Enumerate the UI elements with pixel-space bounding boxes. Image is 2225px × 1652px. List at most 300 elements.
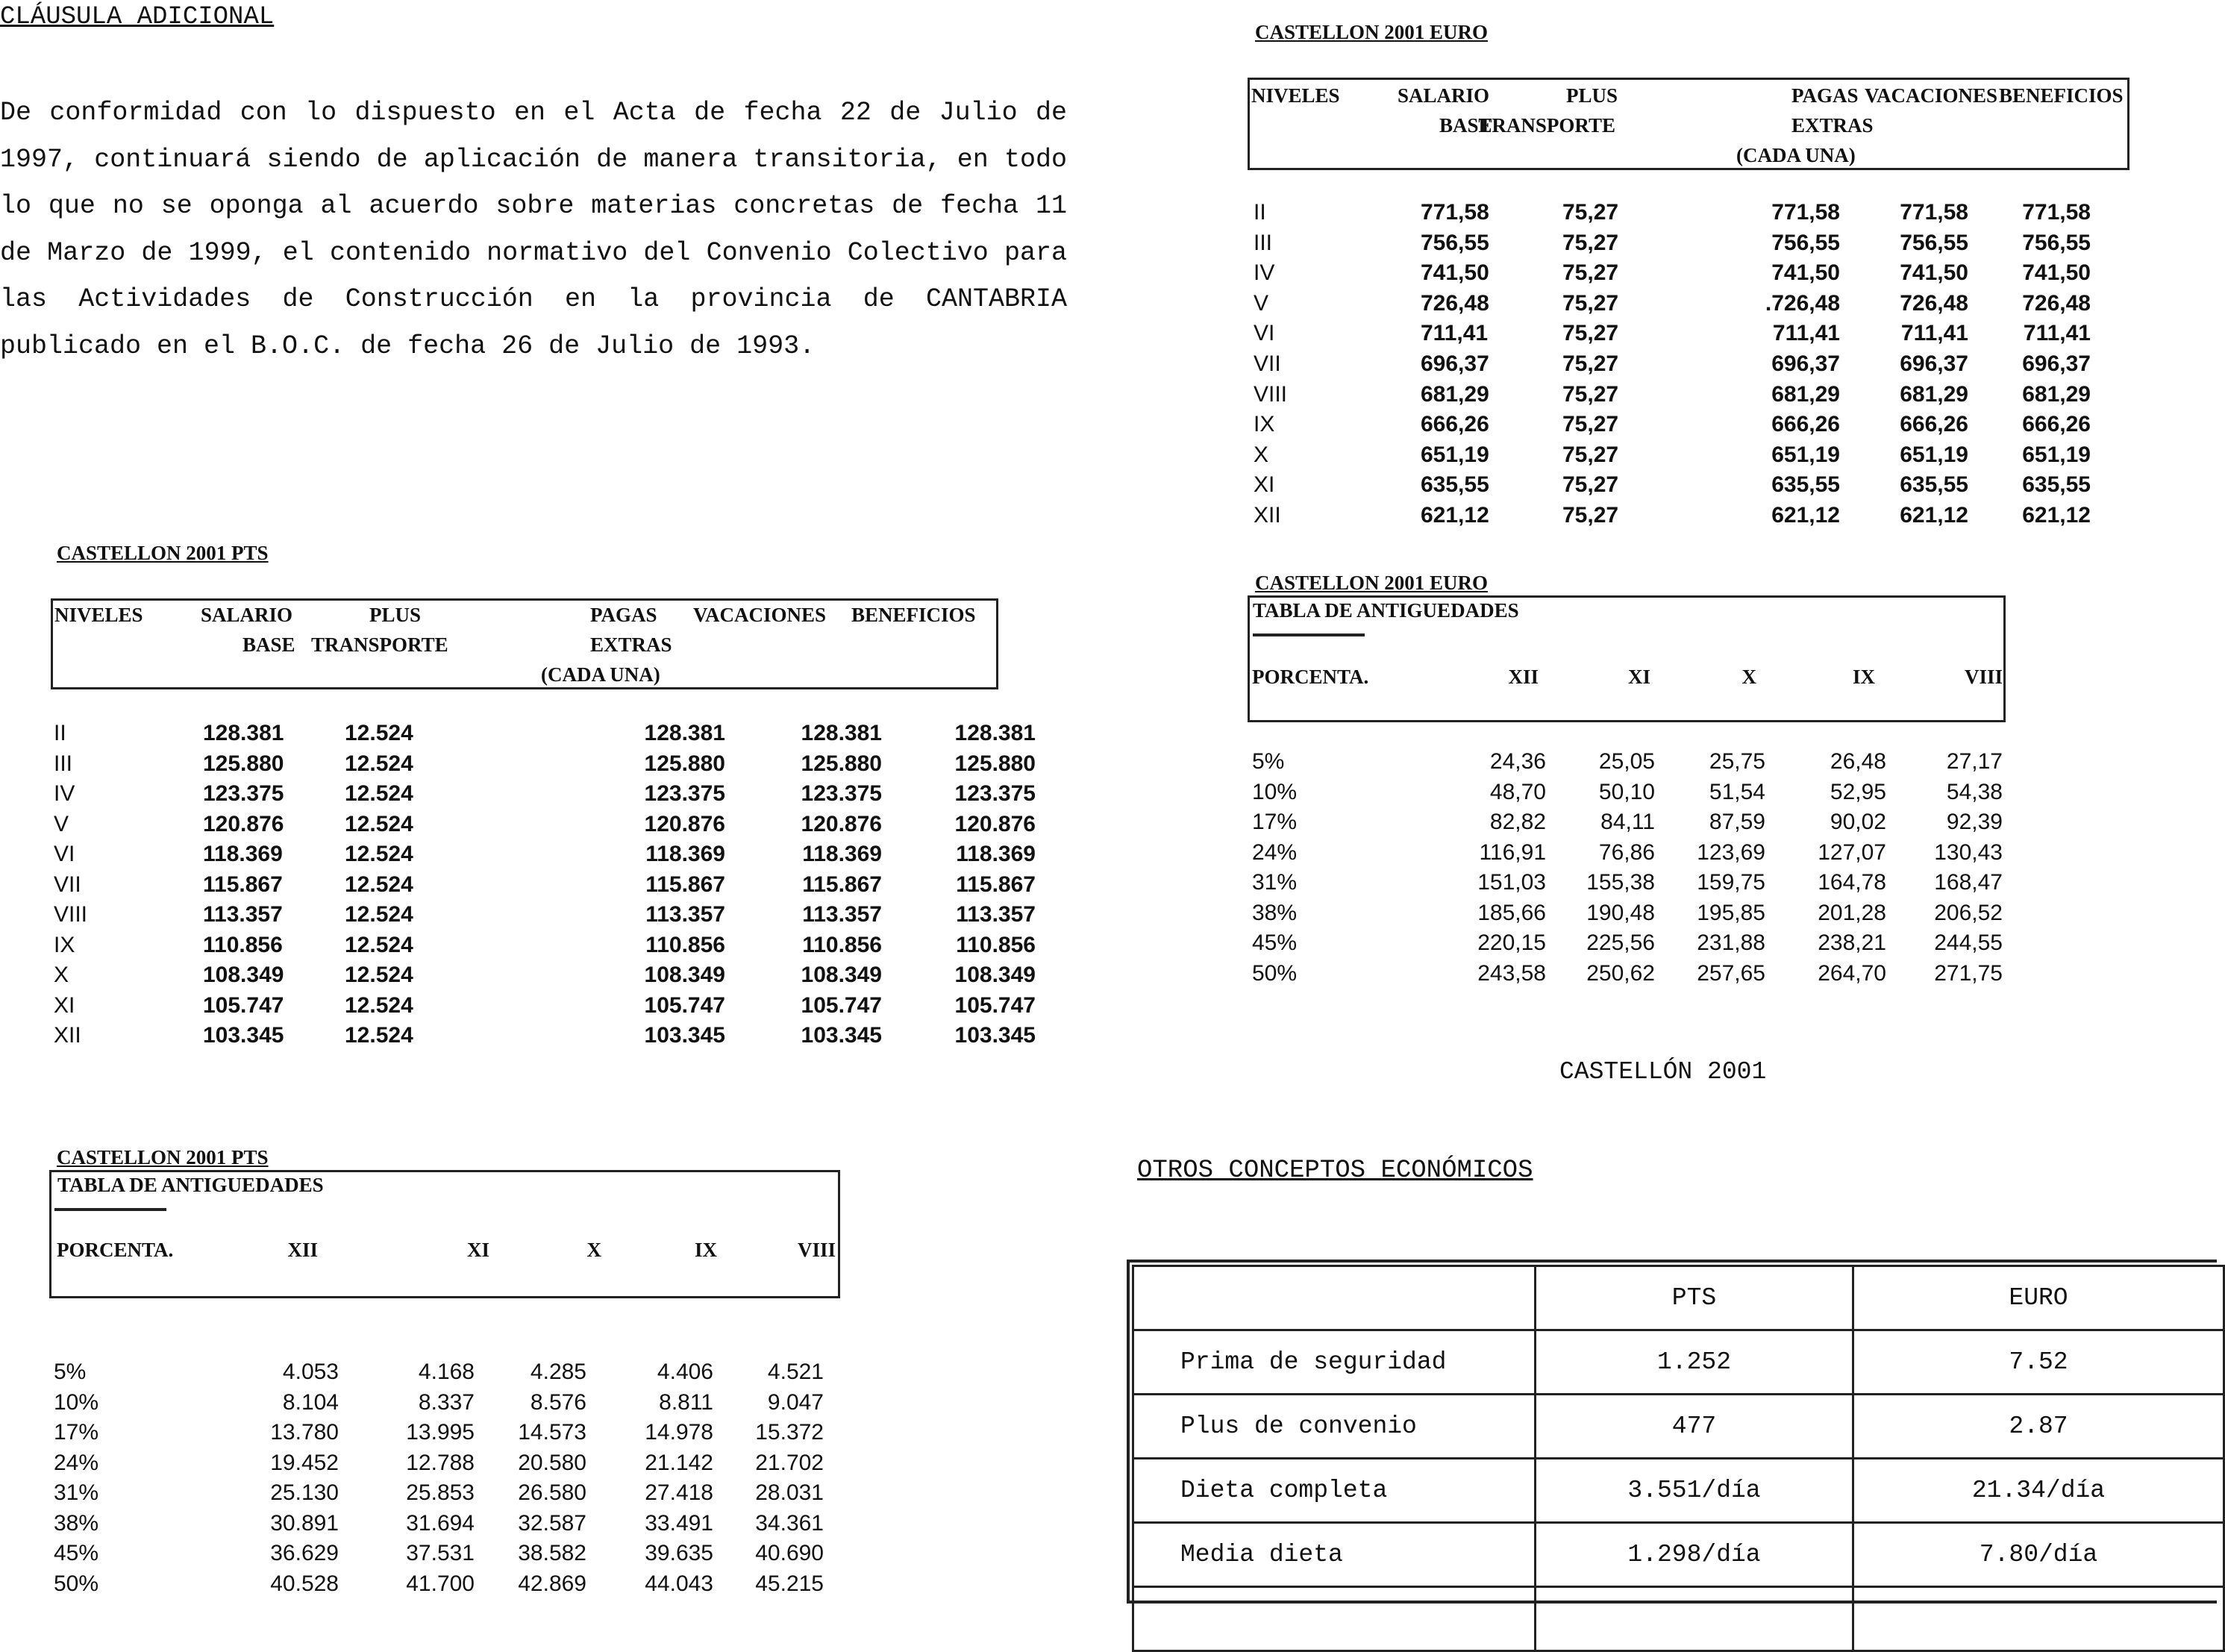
header-viii: VIII bbox=[1964, 666, 2003, 688]
pts-salary-caption: CASTELLON 2001 PTS bbox=[57, 542, 269, 564]
euro-antiguedad-row bbox=[1248, 780, 2006, 810]
porcentaje-cell: 50% bbox=[54, 1571, 99, 1596]
pts-cell: 477 bbox=[1536, 1395, 1853, 1459]
header-niveles: NIVELES bbox=[54, 604, 143, 626]
xii-cell: 13.780 bbox=[270, 1420, 339, 1445]
antiguedad-subtitle: TABLA DE ANTIGUEDADES bbox=[1253, 599, 1519, 622]
pagas-cell: 696,37 bbox=[1771, 351, 1840, 376]
x-cell: 195,85 bbox=[1697, 900, 1765, 925]
nivel-cell: X bbox=[1254, 442, 1269, 467]
porcentaje-cell: 24% bbox=[54, 1450, 99, 1475]
euro-salary-row bbox=[1254, 503, 2134, 533]
beneficios-cell: 756,55 bbox=[2022, 230, 2091, 255]
salario-cell: 113.357 bbox=[203, 902, 283, 927]
nivel-cell: IX bbox=[54, 932, 75, 957]
header-niveles: NIVELES bbox=[1251, 84, 1340, 107]
beneficios-cell: 105.747 bbox=[954, 992, 1036, 1018]
pts-antiguedad-row bbox=[49, 1511, 840, 1541]
xii-cell: 25.130 bbox=[270, 1480, 339, 1505]
concepto-cell: Dieta completa bbox=[1133, 1459, 1536, 1523]
pts-salary-row bbox=[54, 811, 1036, 842]
pts-antiguedad-row bbox=[49, 1571, 840, 1601]
ix-cell: 21.142 bbox=[645, 1450, 713, 1475]
header-salario: SALARIO bbox=[1398, 84, 1490, 107]
salario-cell: 108.349 bbox=[203, 963, 284, 987]
salario-cell: 128.381 bbox=[203, 721, 284, 745]
x-cell: 257,65 bbox=[1697, 960, 1765, 986]
porcentaje-cell: 17% bbox=[1252, 810, 1298, 834]
x-cell: 38.582 bbox=[518, 1541, 586, 1565]
x-cell: 42.869 bbox=[518, 1571, 586, 1596]
porcentaje-cell: 10% bbox=[1252, 779, 1298, 804]
x-cell: 14.573 bbox=[518, 1420, 586, 1445]
empty-cell bbox=[1536, 1587, 1853, 1651]
transporte-cell: 75,27 bbox=[1562, 472, 1619, 498]
beneficios-cell: 726,48 bbox=[2022, 290, 2091, 316]
header-xii: XII bbox=[1508, 666, 1539, 688]
otros-row bbox=[1133, 1459, 2224, 1523]
xi-cell: 25.853 bbox=[406, 1480, 475, 1505]
pagas-cell: 771,58 bbox=[1771, 200, 1840, 225]
pagas-cell: 118.369 bbox=[645, 842, 725, 866]
viii-cell: 28.031 bbox=[755, 1480, 824, 1505]
salario-cell: 103.345 bbox=[203, 1023, 284, 1048]
xi-cell: 84,11 bbox=[1600, 810, 1655, 834]
euro-cell: 21.34/día bbox=[1853, 1459, 2224, 1523]
pts-salary-row bbox=[54, 902, 1036, 932]
porcentaje-cell: 31% bbox=[1252, 870, 1298, 895]
header-ix: IX bbox=[694, 1239, 717, 1261]
vacaciones-cell: 635,55 bbox=[1900, 472, 1968, 498]
header-base: BASE bbox=[242, 633, 295, 656]
x-cell: 32.587 bbox=[518, 1510, 586, 1536]
salario-cell: 120.876 bbox=[203, 811, 284, 836]
xii-cell: 185,66 bbox=[1477, 900, 1546, 925]
xii-cell: 116,91 bbox=[1479, 839, 1546, 865]
beneficios-cell: 120.876 bbox=[954, 811, 1036, 836]
x-cell: 8.576 bbox=[530, 1389, 586, 1415]
vacaciones-cell: 103.345 bbox=[801, 1023, 882, 1048]
header-xi: XI bbox=[466, 1239, 489, 1261]
pagas-cell: .726,48 bbox=[1765, 290, 1840, 316]
transporte-cell: 75,27 bbox=[1562, 412, 1619, 437]
beneficios-cell: 103.345 bbox=[954, 1023, 1036, 1048]
euro-salary-row bbox=[1254, 321, 2134, 351]
viii-cell: 21.702 bbox=[755, 1450, 824, 1475]
header-x: X bbox=[1741, 666, 1756, 688]
header-extras: EXTRAS bbox=[1791, 114, 1874, 137]
euro-antiguedad-row bbox=[1248, 901, 2006, 930]
euro-antiguedad-row bbox=[1248, 840, 2006, 870]
nivel-cell: VII bbox=[54, 872, 81, 897]
salario-cell: 726,48 bbox=[1421, 290, 1489, 316]
viii-cell: 27,17 bbox=[1946, 749, 2003, 774]
pts-salary-row bbox=[54, 1023, 1036, 1053]
beneficios-cell: 651,19 bbox=[2022, 442, 2091, 467]
viii-cell: 9.047 bbox=[767, 1389, 824, 1415]
euro-antiguedad-row bbox=[1248, 870, 2006, 900]
vacaciones-cell: 115.867 bbox=[802, 872, 882, 897]
vacaciones-cell: 123.375 bbox=[801, 781, 882, 806]
vacaciones-cell: 756,55 bbox=[1900, 230, 1968, 255]
pts-antiguedad-column-headers bbox=[49, 1239, 840, 1268]
pagas-cell: 128.381 bbox=[644, 721, 725, 745]
viii-cell: 45.215 bbox=[755, 1571, 824, 1596]
salario-cell: 123.375 bbox=[203, 781, 284, 806]
pagas-cell: 123.375 bbox=[644, 781, 725, 806]
xi-cell: 76,86 bbox=[1598, 839, 1655, 865]
euro-antiguedad-row bbox=[1248, 930, 2006, 960]
pts-antiguedad-caption: CASTELLON 2001 PTS bbox=[57, 1146, 269, 1168]
pts-antiguedad-row bbox=[49, 1360, 840, 1389]
header-vacaciones: VACACIONES bbox=[693, 604, 827, 626]
pagas-cell: 756,55 bbox=[1771, 230, 1840, 255]
pts-cell: 3.551/día bbox=[1536, 1459, 1853, 1523]
header-porcentaje: PORCENTA. bbox=[57, 1239, 174, 1261]
beneficios-cell: 108.349 bbox=[954, 963, 1036, 987]
euro-salary-body bbox=[1254, 200, 2134, 536]
pts-salary-row bbox=[54, 932, 1036, 963]
euro-antiguedad-row bbox=[1248, 961, 2006, 991]
porcentaje-cell: 24% bbox=[1252, 839, 1298, 865]
porcentaje-cell: 31% bbox=[54, 1480, 99, 1505]
header-transporte: TRANSPORTE bbox=[311, 633, 448, 656]
ix-cell: 52,95 bbox=[1830, 779, 1886, 804]
pts-salary-row bbox=[54, 842, 1036, 872]
transporte-cell: 12.524 bbox=[345, 811, 413, 836]
xi-cell: 25,05 bbox=[1598, 749, 1655, 774]
pts-salary-row bbox=[54, 992, 1036, 1023]
transporte-cell: 12.524 bbox=[345, 902, 413, 927]
pts-salary-row bbox=[54, 963, 1036, 992]
transporte-cell: 12.524 bbox=[345, 932, 413, 957]
ix-cell: 39.635 bbox=[645, 1541, 713, 1565]
transporte-cell: 75,27 bbox=[1562, 351, 1619, 376]
porcentaje-cell: 5% bbox=[54, 1360, 87, 1384]
ix-cell: 44.043 bbox=[645, 1571, 713, 1596]
xii-cell: 19.452 bbox=[270, 1450, 339, 1475]
header-plus: PLUS bbox=[1566, 84, 1618, 107]
viii-cell: 206,52 bbox=[1934, 900, 2003, 925]
x-cell: 231,88 bbox=[1697, 930, 1765, 955]
xii-cell: 82,82 bbox=[1489, 810, 1546, 834]
beneficios-cell: 128.381 bbox=[954, 721, 1036, 745]
beneficios-cell: 125.880 bbox=[954, 751, 1036, 776]
euro-salary-row bbox=[1254, 382, 2134, 412]
x-cell: 20.580 bbox=[518, 1450, 586, 1475]
viii-cell: 130,43 bbox=[1934, 839, 2003, 865]
transporte-cell: 12.524 bbox=[345, 963, 413, 987]
xi-cell: 8.337 bbox=[418, 1389, 475, 1415]
pts-antiguedad-row bbox=[49, 1541, 840, 1571]
clause-title: CLÁUSULA ADICIONAL bbox=[0, 3, 275, 31]
subtitle-underline bbox=[54, 1208, 166, 1211]
transporte-cell: 75,27 bbox=[1562, 381, 1619, 407]
header-xi: XI bbox=[1627, 666, 1650, 688]
transporte-cell: 12.524 bbox=[345, 842, 413, 866]
viii-cell: 4.521 bbox=[767, 1360, 824, 1384]
euro-salary-row bbox=[1254, 200, 2134, 230]
x-cell: 4.285 bbox=[530, 1360, 586, 1384]
euro-antiguedad-column-headers bbox=[1248, 666, 2006, 695]
transporte-cell: 75,27 bbox=[1562, 321, 1619, 346]
x-cell: 159,75 bbox=[1697, 870, 1765, 895]
viii-cell: 92,39 bbox=[1946, 810, 2003, 834]
nivel-cell: XI bbox=[1254, 472, 1275, 498]
antiguedad-subtitle: TABLA DE ANTIGUEDADES bbox=[57, 1174, 324, 1196]
salario-cell: 681,29 bbox=[1421, 381, 1489, 407]
nivel-cell: V bbox=[1254, 290, 1269, 316]
vacaciones-cell: 696,37 bbox=[1900, 351, 1968, 376]
euro-cell: 2.87 bbox=[1853, 1395, 2224, 1459]
header-pagas: PAGAS bbox=[1791, 84, 1859, 107]
xi-cell: 155,38 bbox=[1586, 870, 1655, 895]
header-transporte: TRANSPORTE bbox=[1478, 114, 1615, 137]
viii-cell: 271,75 bbox=[1934, 960, 2003, 986]
pagas-cell: 711,41 bbox=[1772, 321, 1840, 346]
pagas-cell: 110.856 bbox=[645, 932, 725, 957]
xii-cell: 30.891 bbox=[270, 1510, 339, 1536]
otros-row bbox=[1133, 1395, 2224, 1459]
xii-cell: 4.053 bbox=[282, 1360, 339, 1384]
salario-cell: 651,19 bbox=[1421, 442, 1489, 467]
nivel-cell: IV bbox=[1254, 260, 1275, 286]
xii-cell: 48,70 bbox=[1489, 779, 1546, 804]
xii-cell: 40.528 bbox=[270, 1571, 339, 1596]
viii-cell: 34.361 bbox=[755, 1510, 824, 1536]
transporte-cell: 75,27 bbox=[1562, 200, 1619, 225]
beneficios-cell: 113.357 bbox=[956, 902, 1036, 927]
vacaciones-cell: 105.747 bbox=[801, 992, 882, 1018]
otros-table-frame bbox=[1127, 1260, 2217, 1603]
pagas-cell: 115.867 bbox=[645, 872, 725, 897]
xi-cell: 13.995 bbox=[406, 1420, 475, 1445]
nivel-cell: X bbox=[54, 963, 69, 987]
otros-table bbox=[1132, 1265, 2225, 1652]
header-viii: VIII bbox=[797, 1239, 836, 1261]
xi-cell: 41.700 bbox=[406, 1571, 475, 1596]
ix-cell: 90,02 bbox=[1830, 810, 1886, 834]
pagas-cell: 621,12 bbox=[1771, 503, 1840, 528]
otros-table-body bbox=[1133, 1266, 2224, 1651]
viii-cell: 244,55 bbox=[1934, 930, 2003, 955]
header-vacaciones: VACACIONES bbox=[1864, 84, 1997, 107]
pts-antiguedad-row bbox=[49, 1480, 840, 1510]
euro-salary-header bbox=[1248, 78, 2129, 170]
vacaciones-cell: 113.357 bbox=[802, 902, 882, 927]
ix-cell: 264,70 bbox=[1818, 960, 1886, 986]
vacaciones-cell: 711,41 bbox=[1900, 321, 1968, 346]
vacaciones-cell: 108.349 bbox=[801, 963, 882, 987]
salario-cell: 125.880 bbox=[203, 751, 284, 776]
transporte-cell: 75,27 bbox=[1562, 290, 1619, 316]
ix-cell: 4.406 bbox=[657, 1360, 713, 1384]
concepto-cell: Prima de seguridad bbox=[1133, 1330, 1536, 1395]
vacaciones-cell: 771,58 bbox=[1900, 200, 1968, 225]
xi-cell: 50,10 bbox=[1598, 779, 1655, 804]
xii-cell: 24,36 bbox=[1489, 749, 1546, 774]
vacaciones-cell: 120.876 bbox=[801, 811, 882, 836]
nivel-cell: II bbox=[54, 721, 66, 745]
xii-cell: 8.104 bbox=[282, 1389, 339, 1415]
xi-cell: 31.694 bbox=[406, 1510, 475, 1536]
nivel-cell: XII bbox=[1254, 503, 1281, 528]
otros-row bbox=[1133, 1330, 2224, 1395]
otros-heading: CASTELLÓN 2001 bbox=[1559, 1058, 1767, 1086]
euro-salary-row bbox=[1254, 260, 2134, 290]
nivel-cell: VI bbox=[1254, 321, 1275, 346]
nivel-cell: IX bbox=[1254, 412, 1275, 437]
nivel-cell: IV bbox=[54, 781, 75, 806]
transporte-cell: 12.524 bbox=[345, 1023, 413, 1048]
pagas-cell: 108.349 bbox=[644, 963, 725, 987]
porcentaje-cell: 10% bbox=[54, 1389, 99, 1415]
beneficios-cell: 666,26 bbox=[2022, 412, 2091, 437]
porcentaje-cell: 45% bbox=[1252, 930, 1298, 955]
xi-cell: 190,48 bbox=[1586, 900, 1655, 925]
transporte-cell: 75,27 bbox=[1562, 260, 1619, 286]
x-cell: 123,69 bbox=[1697, 839, 1765, 865]
beneficios-cell: 123.375 bbox=[954, 781, 1036, 806]
subtitle-underline bbox=[1253, 633, 1365, 636]
header-beneficios: BENEFICIOS bbox=[1999, 84, 2124, 107]
otros-header-empty bbox=[1133, 1266, 1536, 1330]
vacaciones-cell: 125.880 bbox=[801, 751, 882, 776]
transporte-cell: 12.524 bbox=[345, 872, 413, 897]
otros-partial-row bbox=[1133, 1587, 2224, 1651]
x-cell: 51,54 bbox=[1709, 779, 1765, 804]
vacaciones-cell: 621,12 bbox=[1900, 503, 1968, 528]
empty-cell bbox=[1133, 1587, 1536, 1651]
xi-cell: 4.168 bbox=[418, 1360, 475, 1384]
euro-salary-row bbox=[1254, 472, 2134, 502]
xii-cell: 151,03 bbox=[1477, 870, 1546, 895]
beneficios-cell: 621,12 bbox=[2022, 503, 2091, 528]
xi-cell: 250,62 bbox=[1586, 960, 1655, 986]
clause-paragraph: De conformidad con lo dispuesto en el Acta de fecha 22 de Julio de 1997, continuará siendo de aplicación de manera transitoria, en todo lo que no se oponga al acuerdo sobre materias concretas de fecha 11 de Marzo de 1999, el contenido normativo del Convenio Colectivo para las Actividades de Construcción en la provincia de CANTABRIA publicado en el B.O.C. de fecha 26 de Julio de 1993. bbox=[0, 98, 1067, 361]
transporte-cell: 75,27 bbox=[1562, 230, 1619, 255]
otros-header-pts: PTS bbox=[1536, 1266, 1853, 1330]
header-beneficios: BENEFICIOS bbox=[851, 604, 976, 626]
nivel-cell: XI bbox=[54, 992, 75, 1018]
xi-cell: 12.788 bbox=[406, 1450, 475, 1475]
pts-antiguedad-body bbox=[49, 1360, 840, 1606]
xii-cell: 243,58 bbox=[1477, 960, 1546, 986]
otros-header-euro: EURO bbox=[1853, 1266, 2224, 1330]
salario-cell: 696,37 bbox=[1421, 351, 1489, 376]
euro-salary-row bbox=[1254, 231, 2134, 260]
pts-cell: 1.252 bbox=[1536, 1330, 1853, 1395]
pagas-cell: 666,26 bbox=[1771, 412, 1840, 437]
vacaciones-cell: 726,48 bbox=[1900, 290, 1968, 316]
clause-body bbox=[0, 90, 1067, 369]
header-pagas: PAGAS bbox=[590, 604, 657, 626]
transporte-cell: 75,27 bbox=[1562, 503, 1619, 528]
vacaciones-cell: 651,19 bbox=[1900, 442, 1968, 467]
pts-cell: 1.298/día bbox=[1536, 1523, 1853, 1587]
euro-antiguedad-body bbox=[1248, 749, 2006, 995]
pts-salary-row bbox=[54, 781, 1036, 811]
beneficios-cell: 696,37 bbox=[2022, 351, 2091, 376]
nivel-cell: VI bbox=[54, 842, 75, 866]
header-x: X bbox=[586, 1239, 601, 1261]
ix-cell: 164,78 bbox=[1818, 870, 1886, 895]
pagas-cell: 113.357 bbox=[645, 902, 725, 927]
viii-cell: 168,47 bbox=[1934, 870, 2003, 895]
salario-cell: 105.747 bbox=[203, 992, 284, 1018]
pts-antiguedad-row bbox=[49, 1420, 840, 1450]
header-xii: XII bbox=[287, 1239, 318, 1261]
pagas-cell: 681,29 bbox=[1771, 381, 1840, 407]
nivel-cell: XII bbox=[54, 1023, 81, 1048]
viii-cell: 15.372 bbox=[755, 1420, 824, 1445]
beneficios-cell: 741,50 bbox=[2022, 260, 2091, 286]
otros-row bbox=[1133, 1523, 2224, 1587]
xii-cell: 220,15 bbox=[1477, 930, 1546, 955]
vacaciones-cell: 110.856 bbox=[802, 932, 882, 957]
header-base: BASE bbox=[1439, 114, 1492, 137]
euro-salary-row bbox=[1254, 291, 2134, 321]
euro-salary-row bbox=[1254, 412, 2134, 442]
pagas-cell: 125.880 bbox=[644, 751, 725, 776]
header-salario: SALARIO bbox=[201, 604, 293, 626]
salario-cell: 621,12 bbox=[1421, 503, 1489, 528]
euro-antiguedad-row bbox=[1248, 749, 2006, 779]
euro-cell: 7.52 bbox=[1853, 1330, 2224, 1395]
nivel-cell: III bbox=[54, 751, 73, 776]
euro-salary-caption: CASTELLON 2001 EURO bbox=[1255, 21, 1489, 43]
salario-cell: 635,55 bbox=[1421, 472, 1489, 498]
beneficios-cell: 771,58 bbox=[2022, 200, 2091, 225]
pts-salary-row bbox=[54, 751, 1036, 781]
header-extras: EXTRAS bbox=[590, 633, 672, 656]
concepto-cell: Media dieta bbox=[1133, 1523, 1536, 1587]
header-cada-una: (CADA UNA) bbox=[1736, 144, 1856, 166]
pts-salary-body bbox=[54, 721, 1036, 1057]
nivel-cell: VII bbox=[1254, 351, 1281, 376]
euro-salary-row bbox=[1254, 351, 2134, 381]
porcentaje-cell: 38% bbox=[54, 1510, 99, 1536]
vacaciones-cell: 118.369 bbox=[802, 842, 882, 866]
ix-cell: 8.811 bbox=[659, 1389, 713, 1415]
x-cell: 26.580 bbox=[518, 1480, 586, 1505]
pts-antiguedad-row bbox=[49, 1390, 840, 1420]
beneficios-cell: 711,41 bbox=[2023, 321, 2091, 346]
vacaciones-cell: 741,50 bbox=[1900, 260, 1968, 286]
nivel-cell: VIII bbox=[1254, 381, 1288, 407]
nivel-cell: III bbox=[1254, 230, 1273, 255]
transporte-cell: 12.524 bbox=[345, 751, 413, 776]
pagas-cell: 635,55 bbox=[1771, 472, 1840, 498]
salario-cell: 711,41 bbox=[1421, 321, 1489, 346]
euro-antiguedad-header bbox=[1248, 595, 2006, 722]
beneficios-cell: 681,29 bbox=[2022, 381, 2091, 407]
pts-salary-header bbox=[51, 598, 998, 689]
header-cada-una: (CADA UNA) bbox=[541, 663, 660, 686]
concepto-cell: Plus de convenio bbox=[1133, 1395, 1536, 1459]
salario-cell: 118.369 bbox=[203, 842, 283, 866]
salario-cell: 666,26 bbox=[1421, 412, 1489, 437]
ix-cell: 127,07 bbox=[1818, 839, 1886, 865]
pagas-cell: 103.345 bbox=[644, 1023, 725, 1048]
x-cell: 25,75 bbox=[1709, 749, 1765, 774]
salario-cell: 110.856 bbox=[203, 932, 283, 957]
vacaciones-cell: 128.381 bbox=[801, 721, 882, 745]
empty-cell bbox=[1853, 1587, 2224, 1651]
porcentaje-cell: 38% bbox=[1252, 900, 1298, 925]
transporte-cell: 75,27 bbox=[1562, 442, 1619, 467]
porcentaje-cell: 17% bbox=[54, 1420, 99, 1445]
